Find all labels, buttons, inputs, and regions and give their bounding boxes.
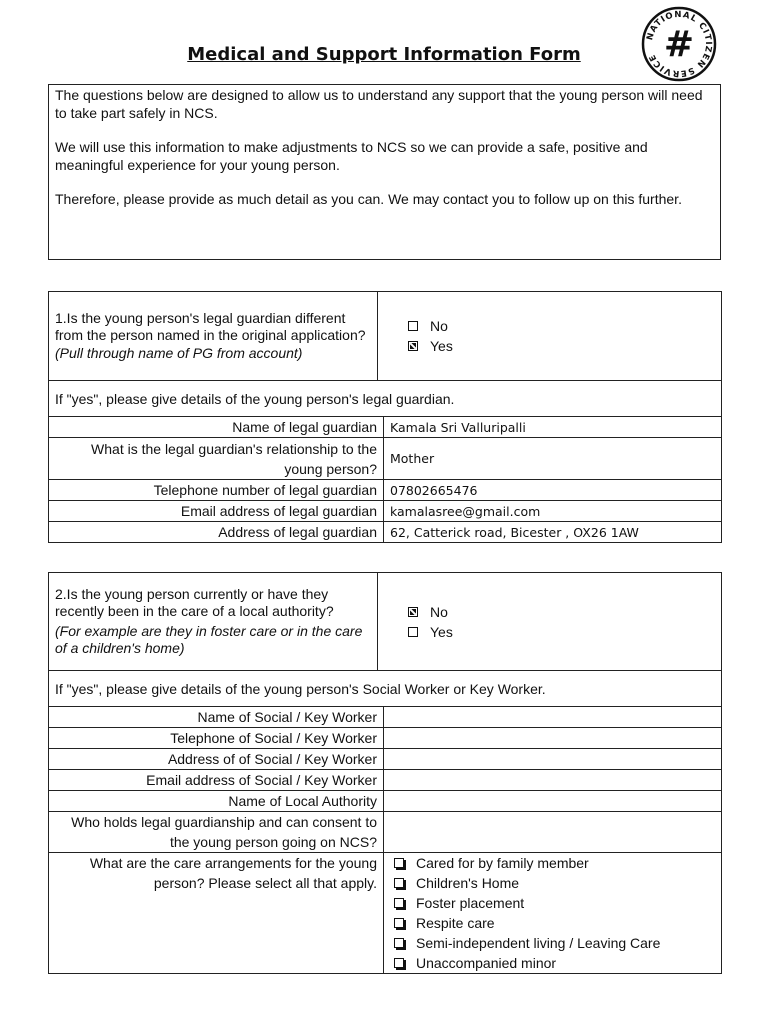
guardian-email-field[interactable]: kamalasree@gmail.com <box>384 501 722 522</box>
checkbox-unchecked[interactable] <box>408 627 418 637</box>
field-label: Name of Local Authority <box>49 791 384 812</box>
worker-email-field[interactable] <box>384 770 722 791</box>
guardianship-field[interactable] <box>384 812 722 853</box>
checkbox-unchecked[interactable] <box>394 858 404 868</box>
svg-text:NATIONAL CITIZEN SERVICE: NATIONAL CITIZEN SERVICE <box>645 9 714 79</box>
intro-paragraph: We will use this information to make adjustments to NCS so we can provide a safe, positive and meaningful experience for your young person. <box>55 139 648 173</box>
checkbox-checked[interactable] <box>408 607 418 617</box>
field-label: Telephone number of legal guardian <box>49 480 384 501</box>
intro-paragraph: The questions below are designed to allow us to understand any support that the young person will need to take part safely in NCS. <box>55 87 703 121</box>
checkbox-unchecked[interactable] <box>394 918 404 928</box>
q2-option-no[interactable]: No <box>408 602 715 622</box>
care-option[interactable]: Respite care <box>394 913 715 933</box>
q2-details-prompt: If "yes", please give details of the young person's Social Worker or Key Worker. <box>49 671 722 707</box>
intro-box <box>48 84 721 260</box>
q2-option-yes[interactable]: Yes <box>408 622 715 642</box>
care-option[interactable]: Children's Home <box>394 873 715 893</box>
page-title: Medical and Support Information Form <box>187 44 581 65</box>
field-label: Who holds legal guardianship and can consent to the young person going on NCS? <box>49 812 384 853</box>
legal-guardian-table <box>48 291 722 543</box>
care-authority-table <box>48 572 722 974</box>
q1-option-yes[interactable]: Yes <box>408 336 715 356</box>
svg-text:#: # <box>663 24 695 65</box>
field-label: Address of of Social / Key Worker <box>49 749 384 770</box>
field-label: Name of legal guardian <box>49 417 384 438</box>
guardian-address-field[interactable]: 62, Catterick road, Bicester , OX26 1AW <box>384 522 722 543</box>
field-label: Email address of legal guardian <box>49 501 384 522</box>
care-option[interactable]: Cared for by family member <box>394 853 715 873</box>
checkbox-unchecked[interactable] <box>408 321 418 331</box>
care-option[interactable]: Foster placement <box>394 893 715 913</box>
q1-question: 1.Is the young person's legal guardian different from the person named in the original application? (Pull through name of PG from account) <box>49 292 378 381</box>
field-label: Email address of Social / Key Worker <box>49 770 384 791</box>
worker-name-field[interactable] <box>384 707 722 728</box>
checkbox-unchecked[interactable] <box>394 878 404 888</box>
intro-paragraph: Therefore, please provide as much detail as you can. We may contact you to follow up on this further. <box>55 191 682 207</box>
q2-question: 2.Is the young person currently or have they recently been in the care of a local authority? (For example are they in foster care or in the care of a children's home) <box>49 573 378 671</box>
care-question: What are the care arrangements for the young person? Please select all that apply. <box>49 853 384 974</box>
guardian-name-field[interactable]: Kamala Sri Valluripalli <box>384 417 722 438</box>
care-options <box>384 853 722 974</box>
field-label: Name of Social / Key Worker <box>49 707 384 728</box>
q1-details-prompt: If "yes", please give details of the young person's legal guardian. <box>49 381 722 417</box>
checkbox-unchecked[interactable] <box>394 898 404 908</box>
guardian-phone-field[interactable]: 07802665476 <box>384 480 722 501</box>
field-label: Address of legal guardian <box>49 522 384 543</box>
checkbox-unchecked[interactable] <box>394 958 404 968</box>
guardian-relationship-field[interactable]: Mother <box>384 438 722 480</box>
worker-address-field[interactable] <box>384 749 722 770</box>
care-option[interactable]: Semi-independent living / Leaving Care <box>394 933 715 953</box>
field-label: Telephone of Social / Key Worker <box>49 728 384 749</box>
q1-option-no[interactable]: No <box>408 316 715 336</box>
field-label: What is the legal guardian's relationship to the young person? <box>49 438 384 480</box>
worker-phone-field[interactable] <box>384 728 722 749</box>
q2-options <box>378 573 722 671</box>
checkbox-unchecked[interactable] <box>394 938 404 948</box>
q1-options <box>378 292 722 381</box>
care-option[interactable]: Unaccompanied minor <box>394 953 715 973</box>
local-authority-field[interactable] <box>384 791 722 812</box>
checkbox-checked[interactable] <box>408 341 418 351</box>
